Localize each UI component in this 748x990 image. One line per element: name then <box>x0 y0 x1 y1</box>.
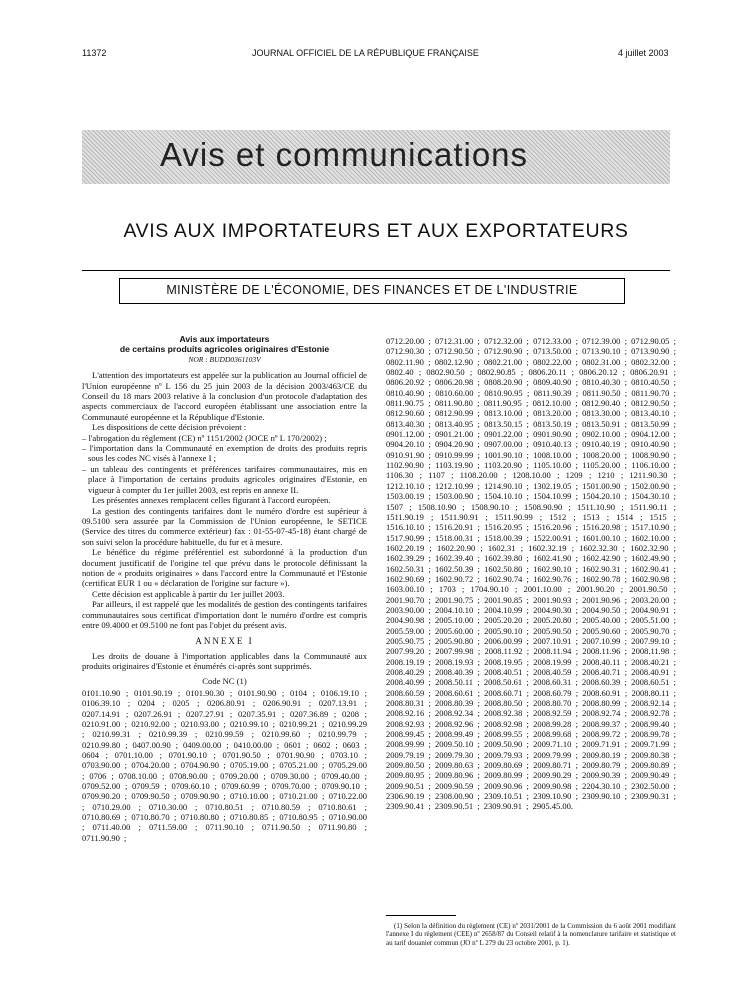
article-title-line2: de certains produits agricoles originaires d'Estonie <box>119 344 330 355</box>
issue-date: 4 juillet 2003 <box>618 48 669 58</box>
footnote-divider <box>386 915 456 916</box>
list-item: – l'abrogation du règlement (CE) nº 1151/2002 (JOCE nº L 170/2002) ; <box>82 432 327 443</box>
paragraph: Cette décision est applicable à partir du 1er juillet 2003. <box>92 588 285 599</box>
article-title-line1: Avis aux importateurs <box>179 334 270 344</box>
nor-reference: NOR : BUDD0361103V <box>188 354 261 364</box>
paragraph: La gestion des contingents tarifaires dont le numéro d'ordre est supérieur à 09.5100 sera assurée par la Commission de l'Union européenne, le SETICE (Service des titres du commerce extérieur) fax : 01-55-07-45-18) étant chargé de son suivi selon la procédure habituelle, du fur et à mesure. <box>82 505 367 547</box>
main-heading: AVIS AUX IMPORTATEURS ET AUX EXPORTATEURS <box>123 220 629 242</box>
annex-intro: Les droits de douane à l'importation applicables dans la Communauté aux produits originaires d'Estonie et énumérés ci-après sont supprimés. <box>82 650 367 672</box>
banner-title: Avis et communications <box>160 136 529 173</box>
ministry-box: MINISTÈRE DE L'ÉCONOMIE, DES FINANCES ET DE L'INDUSTRIE <box>119 278 625 304</box>
paragraph: Le bénéfice du régime préférentiel est subordonné à la production d'un document justificatif de l'origine tel que prévu dans le protocole définissant la notion de « produits originaires » dans l'accord entre la Communauté et l'Estonie (certificat EUR 1 ou « déclaration de l'origine sur facture »). <box>82 547 367 589</box>
annex-title: ANNEXE I <box>195 636 254 647</box>
right-column <box>386 334 676 812</box>
code-heading: Code NC (1) <box>202 675 247 686</box>
list-item: – un tableau des contingents et préférences tarifaires communautaires, mis en place à l'importation de certains produits agricoles originaires d'Estonie, en vigueur à compter du 1er juillet 2003, est repris en annexe II. <box>82 463 367 495</box>
paragraph: Les présentes annexes remplacent celles figurant à l'accord européen. <box>92 495 331 506</box>
paragraph: L'attention des importateurs est appelée sur la publication au Journal officiel de l'Union européenne nº L 156 du 25 juin 2003 de la décision 2003/463/CE du Conseil du 18 mars 2003 relative à la conclusion d'un protocole d'adaptation des aspects commerciaux de l'accord européen établissant une association entre la Communauté européenne et la République d'Estonie. <box>82 370 367 422</box>
code-list-right: 0712.20.00 ; 0712.31.00 ; 0712.32.00 ; 0712.33.00 ; 0712.39.00 ; 0712.90.05 ; 0712.90.30 ; 0712.90.50 ; 0712.90.90 ; 0713.50.00 ; 0713.90.10 ; 0713.90.90 ; 0802.11.90 ; 0802.12.90 ; 0802.21.00 ; 0802.22.00 ; 0802.31.00 ; 0802.32.00 ; 0802.40 ; 0802.90.50 ; 0802.90.85 ; 0806.20.11 ; 0806.20.12 ; 0806.20.91 ; 0806.20.92 ; 0806.20.98 ; 0808.20.90 ; 0809.40.90 ; 0810.40.30 ; 0810.40.50 ; 0810.40.90 ; 0810.60.00 ; 0810.90.95 ; 0811.90.39 ; 0811.90.50 ; 0811.90.70 ; 0811.90.75 ; 0811.90.80 ; 0811.90.95 ; 0812.10.00 ; 0812.90.40 ; 0812.90.50 ; 0812.90.60 ; 0812.90.99 ; 0813.10.00 ; 0813.20.00 ; 0813.30.00 ; 0813.40.10 ; 0813.40.30 ; 0813.40.95 ; 0813.50.15 ; 0813.50.19 ; 0813.50.91 ; 0813.50.99 ; 0901.12.00 ; 0901.21.00 ; 0901.22.00 ; 0901.90.90 ; 0902.10.00 ; 0904.12.00 ; 0904.20.10 ; 0904.20.90 ; 0907.00.00 ; 0910.40.13 ; 0910.40.19 ; 0910.40.90 ; 0910.91.90 ; 0910.99.99 ; 1001.90.10 ; 1008.10.00 ; 1008.20.00 ; 1008.90.90 ; 1102.90.90 ; 1103.19.90 ; 1103.20.90 ; 1105.10.00 ; 1105.20.00 ; 1106.10.00 ; 1106.30 ; 1107 ; 1108.20.00 ; 1208.10.00 ; 1209 ; 1210 ; 1211.90.30 ; 1212.10.10 ; 1212.10.99 ; 1214.90.10 ; 1302.19.05 ; 1501.00.90 ; 1502.00.90 ; 1503.00.19 ; 1503.00.90 ; 1504.10.10 ; 1504.10.99 ; 1504.20.10 ; 1504.30.10 ; 1507 ; 1508.10.90 ; 1508.90.10 ; 1508.90.90 ; 1511.10.90 ; 1511.90.11 ; 1511.90.19 ; 1511.90.91 ; 1511.90.99 ; 1512 ; 1513 ; 1514 ; 1515 ; 1516.10.10 ; 1516.20.91 ; 1516.20.95 ; 1516.20.96 ; 1516.20.98 ; 1517.10.90 ; 1517.90.99 ; 1518.00.31 ; 1518.00.39 ; 1522.00.91 ; 1601.00.10 ; 1602.10.00 ; 1602.20.19 ; 1602.20.90 ; 1602.31 ; 1602.32.19 ; 1602.32.30 ; 1602.32.90 ; 1602.39.29 ; 1602.39.40 ; 1602.39.80 ; 1602.41.90 ; 1602.42.90 ; 1602.49.90 ; 1602.50.31 ; 1602.50.39 ; 1602.50.80 ; 1602.90.10 ; 1602.90.31 ; 1602.90.41 ; 1602.90.69 ; 1602.90.72 ; 1602.90.74 ; 1602.90.76 ; 1602.90.78 ; 1602.90.98 ; 1603.00.10 ; 1703 ; 1704.90.10 ; 2001.10.00 ; 2001.90.20 ; 2001.90.50 ; 2001.90.70 ; 2001.90.75 ; 2001.90.85 ; 2001.90.93 ; 2001.90.96 ; 2003.20.00 ; 2003.90.00 ; 2004.10.10 ; 2004.10.99 ; 2004.90.30 ; 2004.90.50 ; 2004.90.91 ; 2004.90.98 ; 2005.10.00 ; 2005.20.20 ; 2005.20.80 ; 2005.40.00 ; 2005.51.00 ; 2005.59.00 ; 2005.60.00 ; 2005.90.10 ; 2005.90.50 ; 2005.90.60 ; 2005.90.70 ; 2005.90.75 ; 2005.90.80 ; 2006.00.99 ; 2007.10.91 ; 2007.10.99 ; 2007.99.10 ; 2007.99.20 ; 2007.99.98 ; 2008.11.92 ; 2008.11.94 ; 2008.11.96 ; 2008.11.98 ; 2008.19.19 ; 2008.19.93 ; 2008.19.95 ; 2008.19.99 ; 2008.40.11 ; 2008.40.21 ; 2008.40.29 ; 2008.40.39 ; 2008.40.51 ; 2008.40.59 ; 2008.40.71 ; 2008.40.91 ; 2008.40.99 ; 2008.50.11 ; 2008.50.61 ; 2008.60.31 ; 2008.60.39 ; 2008.60.51 ; 2008.60.59 ; 2008.60.61 ; 2008.60.71 ; 2008.60.79 ; 2008.60.91 ; 2008.80.11 ; 2008.80.31 ; 2008.80.39 ; 2008.80.50 ; 2008.80.70 ; 2008.80.99 ; 2008.92.14 ; 2008.92.16 ; 2008.92.34 ; 2008.92.38 ; 2008.92.59 ; 2008.92.74 ; 2008.92.78 ; 2008.92.93 ; 2008.92.96 ; 2008.92.98 ; 2008.99.28 ; 2008.99.37 ; 2008.99.40 ; 2008.99.45 ; 2008.99.49 ; 2008.99.55 ; 2008.99.68 ; 2008.99.72 ; 2008.99.78 ; 2008.99.99 ; 2009.50.10 ; 2009.50.90 ; 2009.71.10 ; 2009.71.91 ; 2009.71.99 ; 2009.79.19 ; 2009.79.30 ; 2009.79.93 ; 2009.79.99 ; 2009.80.19 ; 2009.80.38 ; 2009.80.50 ; 2009.80.63 ; 2009.80.69 ; 2009.80.71 ; 2009.80.79 ; 2009.80.89 ; 2009.80.95 ; 2009.80.96 ; 2009.80.99 ; 2009.90.29 ; 2009.90.39 ; 2009.90.49 ; 2009.90.51 ; 2009.90.59 ; 2009.90.96 ; 2009.90.98 ; 2204.30.10 ; 2302.50.00 ; 2306.90.19 ; 2308.00.90 ; 2309.10.51 ; 2309.10.90 ; 2309.90.10 ; 2309.90.31 ; 2309.90.41 ; 2309.90.51 ; 2309.90.91 ; 2905.45.00. <box>386 336 676 812</box>
list-item: – l'importation dans la Communauté en exemption de droits des produits repris sous les codes NC visés à l'annexe I ; <box>82 443 367 464</box>
divider <box>82 270 670 271</box>
footnote: (1) Selon la définition du règlement (CE) nº 2031/2001 de la Commission du 6 août 2001 modifiant l'annexe I du règlement (CEE) nº 2658/87 du Conseil relatif à la nomenclature tarifaire et statistique et au tarif douanier commun (JO nº L 279 du 23 octobre 2001, p. 1). <box>386 922 676 947</box>
paragraph: Les dispositions de cette décision prévoient : <box>92 422 247 433</box>
page-number: 11372 <box>82 48 107 58</box>
paragraph: Par ailleurs, il est rappelé que les modalités de gestion des contingents tarifaires communautaires sous certificat d'importation dont le numéro d'ordre est compris entre 09.4000 et 09.5100 ne font pas l'objet du présent avis. <box>82 599 367 630</box>
left-column <box>82 334 367 843</box>
section-banner <box>82 130 670 184</box>
journal-title: JOURNAL OFFICIEL DE LA RÉPUBLIQUE FRANÇAISE <box>252 48 479 58</box>
code-list-left: 0101.10.90 ; 0101.90.19 ; 0101.90.30 ; 0101.90.90 ; 0104 ; 0106.19.10 ; 0106.39.10 ; 0204 ; 0205 ; 0206.80.91 ; 0206.90.91 ; 0207.13.91 ; 0207.14.91 ; 0207.26.91 ; 0207.27.91 ; 0207.35.91 ; 0207.36.89 ; 0208 ; 0210.91.00 ; 0210.92.00 ; 0210.93.00 ; 0210.99.10 ; 0210.99.21 ; 0210.99.29 ; 0210.99.31 ; 0210.99.39 ; 0210.99.59 ; 0210.99.60 ; 0210.99.79 ; 0210.99.80 ; 0407.00.90 ; 0409.00.00 ; 0410.00.00 ; 0601 ; 0602 ; 0603 ; 0604 ; 0701.10.00 ; 0701.90.10 ; 0701.90.50 ; 0701.90.90 ; 0703.10 ; 0703.90.00 ; 0704.20.00 ; 0704.90.90 ; 0705.19.00 ; 0705.21.00 ; 0705.29.00 ; 0706 ; 0708.10.00 ; 0708.90.00 ; 0709.20.00 ; 0709.30.00 ; 0709.40.00 ; 0709.52.00 ; 0709.59 ; 0709.60.10 ; 0709.60.99 ; 0709.70.00 ; 0709.90.10 ; 0709.90.20 ; 0709.90.50 ; 0709.90.90 ; 0710.10.00 ; 0710.21.00 ; 0710.22.00 ; 0710.29.00 ; 0710.30.00 ; 0710.80.51 ; 0710.80.59 ; 0710.80.61 ; 0710.80.69 ; 0710.80.70 ; 0710.80.80 ; 0710.80.85 ; 0710.80.95 ; 0710.90.00 ; 0711.40.00 ; 0711.59.00 ; 0711.90.10 ; 0711.90.50 ; 0711.90.80 ; 0711.90.90 ; <box>82 688 367 843</box>
